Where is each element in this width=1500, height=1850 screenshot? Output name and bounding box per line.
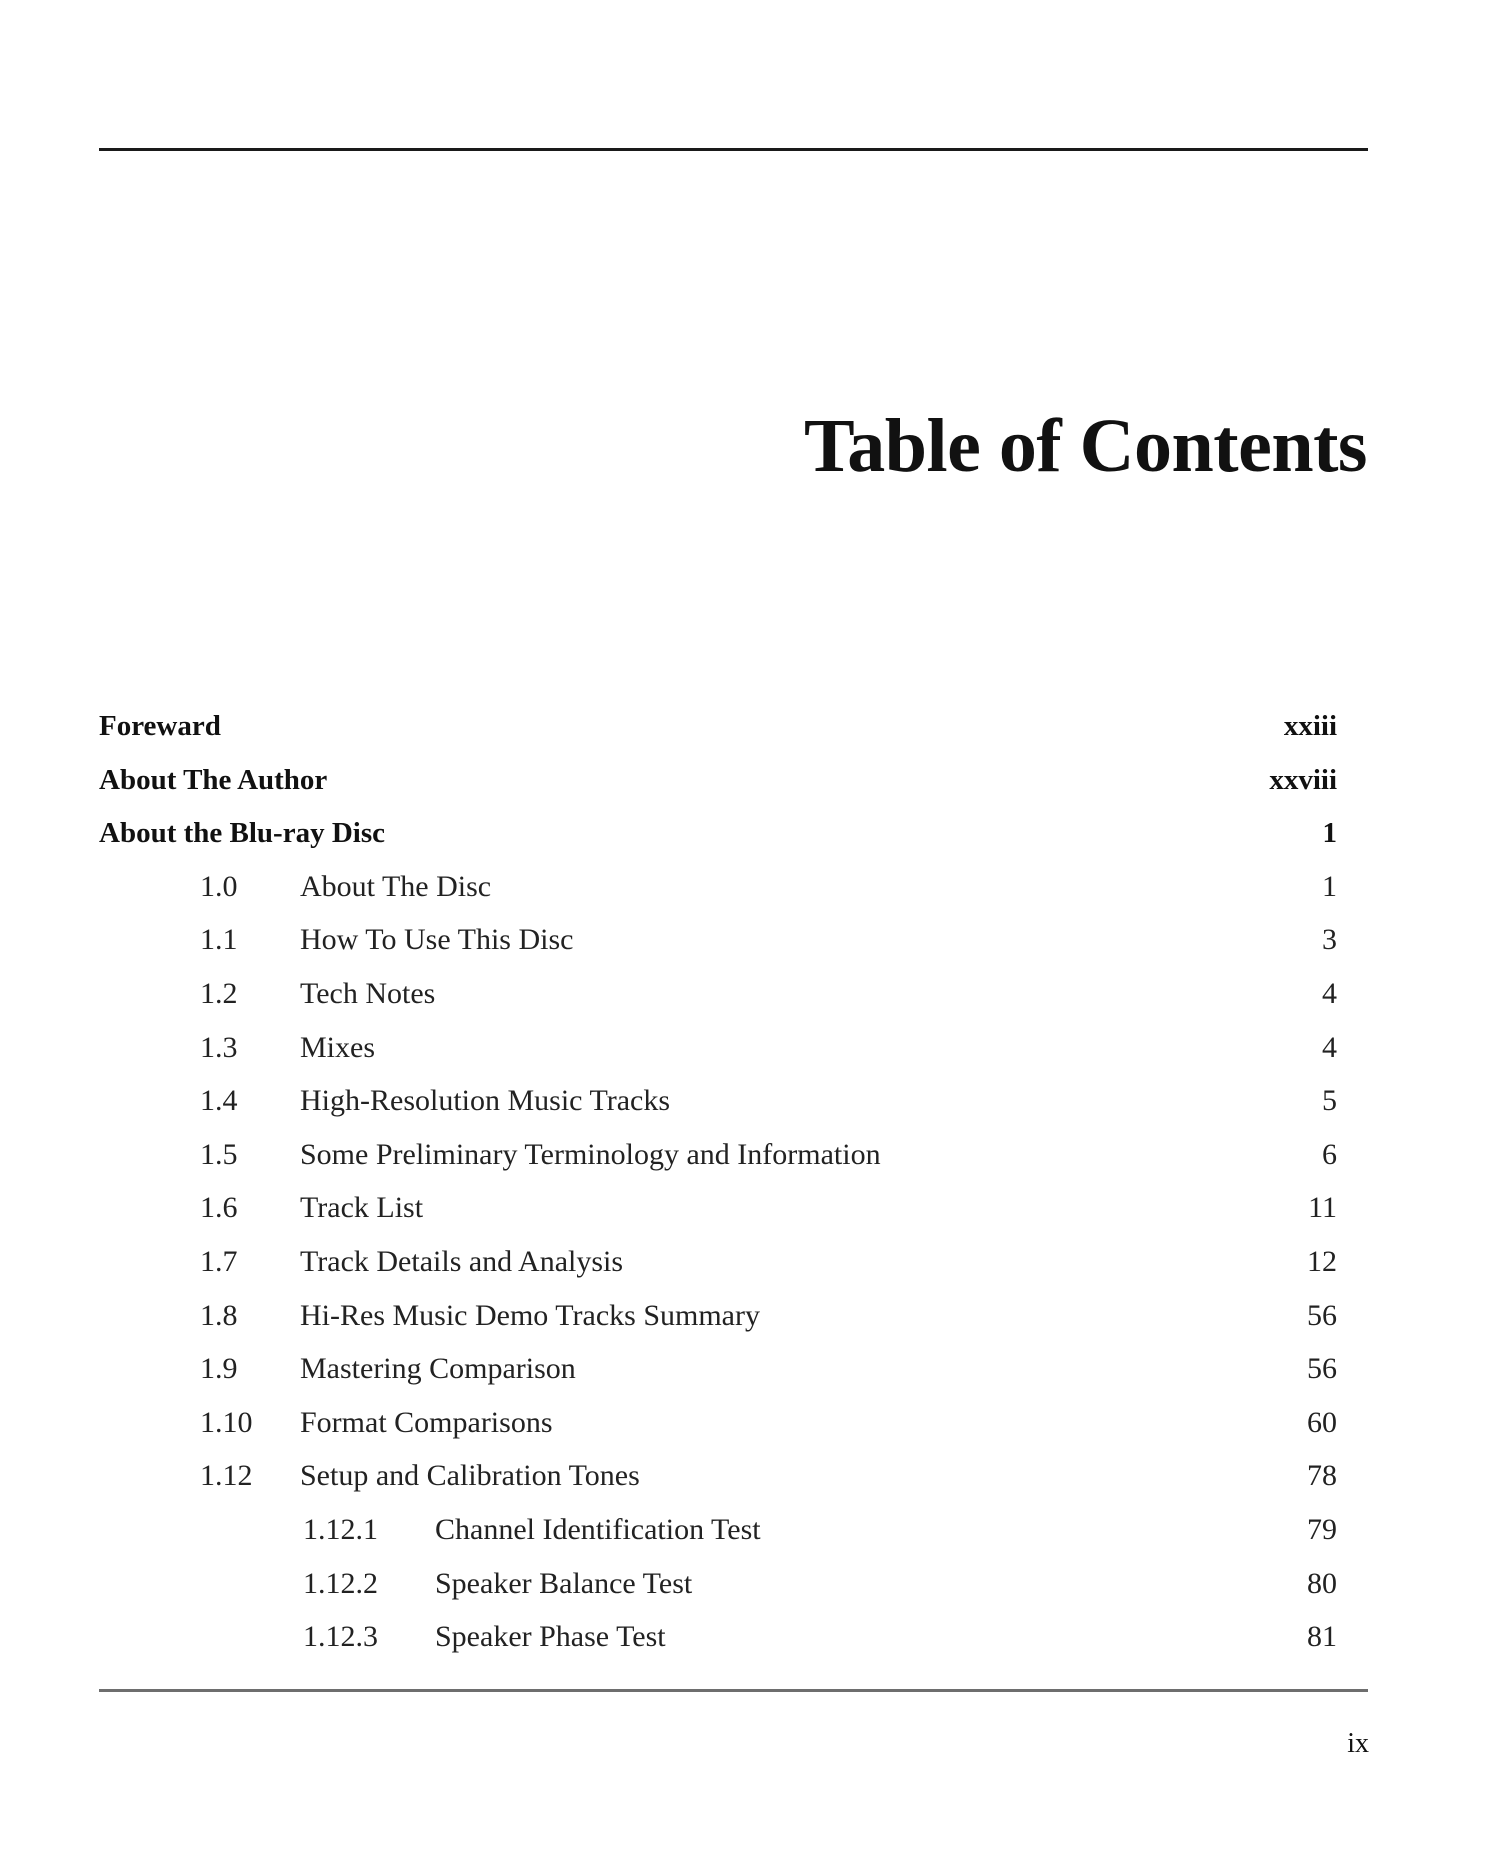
toc-entry-page: 5 — [1322, 1084, 1337, 1118]
toc-entry[interactable] — [0, 1611, 1500, 1663]
toc-entry-title: How To Use This Disc — [300, 923, 574, 957]
toc-entry[interactable] — [0, 807, 1500, 859]
toc-entry-number: 1.9 — [200, 1352, 238, 1386]
toc-entry-page: 78 — [1307, 1459, 1337, 1493]
toc-entry[interactable] — [0, 1236, 1500, 1288]
toc-entry-title: Hi-Res Music Demo Tracks Summary — [300, 1298, 760, 1332]
toc-entry[interactable] — [0, 700, 1500, 752]
toc-entry-title: Setup and Calibration Tones — [300, 1459, 640, 1493]
toc-entry-page: xxiii — [1283, 710, 1337, 742]
toc-entry-number: 1.7 — [200, 1245, 238, 1278]
toc-entry-title: Speaker Balance Test — [435, 1566, 693, 1600]
toc-entry-page: 12 — [1307, 1245, 1337, 1278]
toc-entry-page: 4 — [1322, 977, 1337, 1010]
toc-entry-number: 1.0 — [200, 869, 238, 903]
toc-entry-number: 1.12 — [200, 1459, 253, 1493]
toc-entry-title: About The Disc — [300, 869, 492, 903]
toc-entry-page: 11 — [1308, 1191, 1337, 1225]
toc-entry-page: 56 — [1307, 1352, 1337, 1386]
toc-entry-number: 1.10 — [200, 1405, 253, 1439]
toc-entry-number: 1.12.1 — [303, 1513, 378, 1546]
toc-entry-page: 6 — [1322, 1137, 1337, 1171]
toc-entry-page: 1 — [1322, 869, 1337, 903]
toc-entry[interactable] — [0, 968, 1500, 1020]
toc-entry[interactable] — [0, 914, 1500, 966]
toc-entry[interactable] — [0, 1022, 1500, 1074]
toc-entry-number: 1.12.3 — [303, 1620, 378, 1654]
toc-entry-number: 1.5 — [200, 1137, 238, 1171]
toc-entry[interactable] — [0, 1504, 1500, 1556]
toc-entry[interactable] — [0, 754, 1500, 806]
bottom-rule — [99, 1689, 1368, 1692]
toc-entry-page: xxviii — [1269, 763, 1337, 796]
toc-entry-number: 1.6 — [200, 1191, 238, 1225]
toc-entry[interactable] — [0, 1182, 1500, 1234]
toc-entry-page: 60 — [1307, 1405, 1337, 1439]
toc-entry-title: High-Resolution Music Tracks — [300, 1084, 671, 1118]
toc-entry-title: Mixes — [300, 1030, 375, 1064]
toc-entry-number: 1.3 — [200, 1030, 238, 1064]
toc-entry[interactable] — [0, 1129, 1500, 1181]
toc-entry-number: 1.12.2 — [303, 1566, 378, 1600]
toc-entry-number: 1.4 — [200, 1084, 238, 1118]
toc-entry-page: 1 — [1322, 817, 1337, 850]
toc-entry-page: 3 — [1322, 923, 1337, 957]
toc-entry-page: 79 — [1307, 1513, 1337, 1546]
toc-entry-number: 1.8 — [200, 1298, 238, 1332]
toc-entry[interactable] — [0, 1343, 1500, 1395]
toc-entry-title: Channel Identification Test — [435, 1513, 761, 1546]
toc-entry-title: Track Details and Analysis — [300, 1245, 624, 1278]
toc-entry[interactable] — [0, 1075, 1500, 1127]
toc-entry-title: Foreward — [99, 710, 221, 742]
toc-entry-title: Tech Notes — [300, 977, 436, 1010]
toc-entry[interactable] — [0, 861, 1500, 913]
toc-entry-title: Format Comparisons — [300, 1405, 553, 1439]
toc-entry-page: 81 — [1307, 1620, 1337, 1654]
toc-entry[interactable] — [0, 1290, 1500, 1342]
toc-entry[interactable] — [0, 1397, 1500, 1449]
toc-entry-page: 80 — [1307, 1566, 1337, 1600]
toc-entry-title: About the Blu-ray Disc — [99, 817, 385, 850]
toc-entry-title: About The Author — [99, 763, 328, 796]
page-title: Table of Contents — [804, 404, 1367, 488]
toc-entry-number: 1.2 — [200, 977, 238, 1010]
toc-entry[interactable] — [0, 1558, 1500, 1610]
toc-entry-page: 4 — [1322, 1030, 1337, 1064]
toc-entry-title: Track List — [300, 1191, 424, 1225]
toc-entry-page: 56 — [1307, 1298, 1337, 1332]
page-number: ix — [1347, 1728, 1369, 1759]
toc-entry-title: Mastering Comparison — [300, 1352, 576, 1386]
toc-entry-title: Some Preliminary Terminology and Information — [300, 1137, 881, 1171]
toc-entry[interactable] — [0, 1450, 1500, 1502]
toc-entry-number: 1.1 — [200, 923, 238, 957]
toc-entry-title: Speaker Phase Test — [435, 1620, 666, 1654]
